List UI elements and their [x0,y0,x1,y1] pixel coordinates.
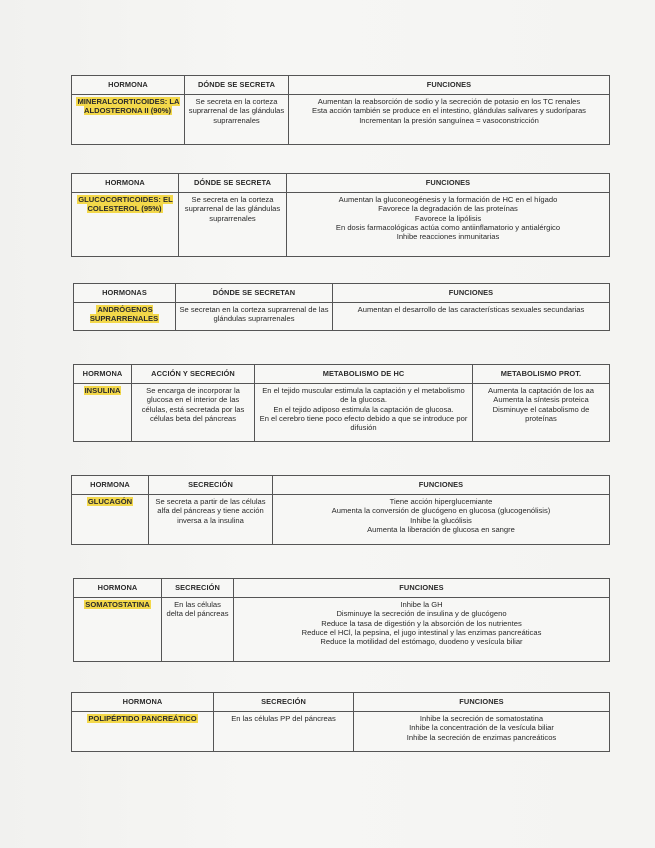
table-polipeptido-pancreatico [71,692,610,752]
function-line: Favorece la lipólisis [414,213,482,223]
function-line: Reduce la tasa de digestión y la absorción de los nutrientes [321,618,522,628]
table-header-row [72,476,610,495]
function-line: Favorece la degradación de las proteínas [378,204,518,214]
table-somatostatina [73,578,610,662]
header-donde: DÓNDE SE SECRETA [185,76,289,95]
hormone-name: SOMATOSTATINA [85,600,150,609]
table-header-row [72,693,610,712]
function-line: Aumenta la liberación de glucosa en sangre [367,524,515,534]
header-funciones: FUNCIONES [273,476,610,495]
hormone-cell [72,495,149,545]
table-row [74,384,610,442]
function-line: Tiene acción hiperglucemiante [389,497,493,506]
hormone-cell [72,712,214,752]
functions-cell [234,598,610,662]
hormone-name: INSULINA [84,386,121,395]
table-row [72,193,610,257]
hc-line: En el tejido muscular estimula la captación y el metabolismo de la glucosa. [262,386,465,405]
hormone-name: POLIPÉPTIDO PANCREÁTICO [88,714,197,723]
prot-line: Aumenta la captación de los aa [488,386,594,395]
functions-cell [333,303,610,331]
function-line: Reduce la motilidad del estómago, duodeno y vesícula biliar [320,637,523,646]
header-funciones: FUNCIONES [287,174,610,193]
table-insulina [73,364,610,442]
hormone-cell [74,384,132,442]
functions-cell [287,193,610,257]
hormone-cell [72,193,179,257]
location-cell: Se secreta a partir de las células alfa del páncreas y tiene acción inversa a la insulina [149,495,273,545]
table-row [74,598,610,662]
function-line: Incrementan la presión sanguínea = vasoconstricción [359,115,539,125]
table-row [72,95,610,145]
header-funciones: FUNCIONES [289,76,610,95]
prot-cell [473,384,610,442]
functions-cell [354,712,610,752]
location-cell: En las células PP del páncreas [214,712,354,752]
table-header-row [74,284,610,303]
location-cell: Se secreta en la corteza suprarrenal de las glándulas suprarrenales [179,193,287,257]
header-funciones: FUNCIONES [234,579,610,598]
functions-cell [289,95,610,145]
header-hormona: HORMONA [72,476,149,495]
function-line: Inhibe la concentración de la vesícula biliar [409,723,554,733]
function-line: Disminuye la secreción de insulina y de glucógeno [336,609,507,619]
action-cell: Se encarga de incorporar la glucosa en el interior de las células, está secretada por las células beta del páncreas [132,384,255,442]
header-hormona: HORMONA [72,76,185,95]
function-line: Esta acción también se produce en el intestino, glándulas salivares y sudoríparas [312,106,586,116]
header-secrecion: SECRECIÓN [162,579,234,598]
function-line: Aumenta la conversión de glucógeno en glucosa (glucogenólisis) [331,506,551,516]
table-row [74,303,610,331]
table-glucocorticoides [71,173,610,257]
hormone-cell [74,598,162,662]
header-donde: DÓNDE SE SECRETA [179,174,287,193]
table-androgenos [73,283,610,331]
prot-line: Aumenta la síntesis proteica [493,395,589,405]
function-line: Aumentan la reabsorción de sodio y la secreción de potasio en los TC renales [317,97,581,106]
header-hormona: HORMONA [74,365,132,384]
hormone-name: GLUCAGÓN [87,497,133,506]
header-donde: DÓNDE SE SECRETAN [176,284,333,303]
header-funciones: FUNCIONES [354,693,610,712]
header-accion: ACCIÓN Y SECRECIÓN [132,365,255,384]
location-cell: En las células delta del páncreas [162,598,234,662]
function-line: Aumentan la gluconeogénesis y la formación de HC en el hígado [338,195,558,204]
function-line: Inhibe la glucólisis [410,515,472,525]
function-line: Inhibe la secreción de enzimas pancreáticos [406,732,557,742]
table-row [72,712,610,752]
header-hormona: HORMONA [72,174,179,193]
function-line: En dosis farmacológicas actúa como antiinflamatorio y antialérgico [335,222,561,232]
table-header-row [72,76,610,95]
function-line: Inhibe la GH [400,600,443,609]
location-cell: Se secretan en la corteza suprarrenal de las glándulas suprarrenales [176,303,333,331]
hormone-cell [72,95,185,145]
header-hormonas: HORMONAS [74,284,176,303]
hormone-name: ANDRÓGENOS SUPRARRENALES [89,305,159,324]
table-row [72,495,610,545]
function-line: Aumentan el desarrollo de las características sexuales secundarias [357,305,585,314]
hc-cell [255,384,473,442]
hc-line: En el cerebro tiene poco efecto debido a que se introduce por difusión [259,413,468,432]
header-funciones: FUNCIONES [333,284,610,303]
header-metabolismo-prot: METABOLISMO PROT. [473,365,610,384]
hormone-name: MINERALCORTICOIDES: LA ALDOSTERONA II (90%) [77,97,180,116]
header-hormona: HORMONA [72,693,214,712]
table-glucagon [71,475,610,545]
hc-line: En el tejido adiposo estimula la captación de glucosa. [273,404,454,414]
hormone-name: GLUCOCORTICOIDES: EL COLESTEROL (95%) [78,195,173,214]
table-mineralcorticoides [71,75,610,145]
prot-line: Disminuye el catabolismo de proteínas [492,404,590,423]
location-cell: Se secreta en la corteza suprarrenal de las glándulas suprarrenales [185,95,289,145]
function-line: Inhibe reacciones inmunitarias [396,232,500,241]
header-hormona: HORMONA [74,579,162,598]
header-secrecion: SECRECIÓN [149,476,273,495]
hormone-cell [74,303,176,331]
functions-cell [273,495,610,545]
table-header-row [74,579,610,598]
table-header-row [72,174,610,193]
table-header-row [74,365,610,384]
function-line: Inhibe la secreción de somatostatina [419,714,544,723]
header-metabolismo-hc: METABOLISMO DE HC [255,365,473,384]
function-line: Reduce el HCl, la pepsina, el jugo intestinal y las enzimas pancreáticas [301,627,542,637]
header-secrecion: SECRECIÓN [214,693,354,712]
